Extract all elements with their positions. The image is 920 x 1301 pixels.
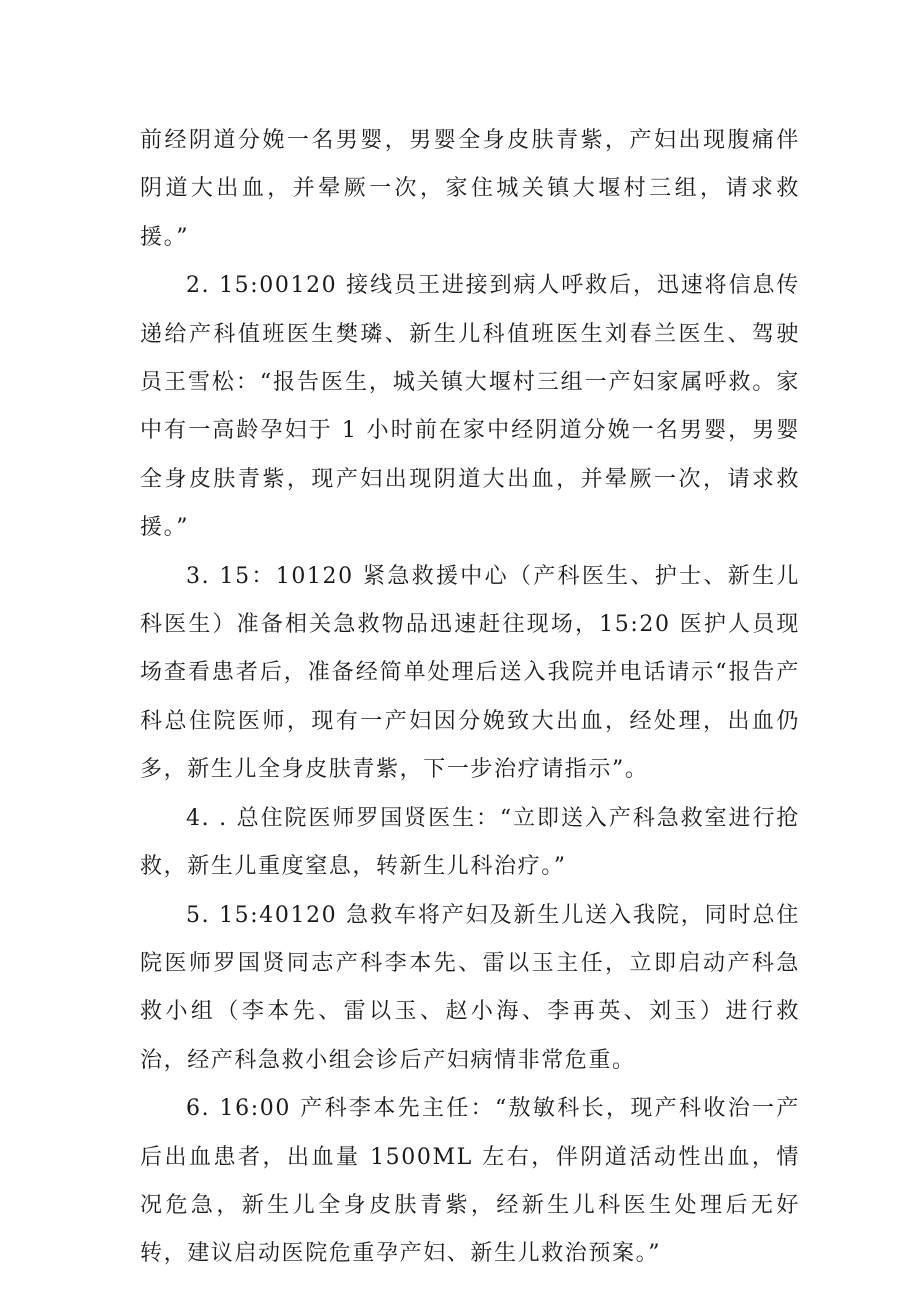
document-body	[140, 117, 800, 1279]
paragraph-item-2: 2. 15:00120 接线员王进接到病人呼救后，迅速将信息传递给产科值班医生樊璘、新生儿科值班医生刘春兰医生、驾驶员王雪松：“报告医生，城关镇大堰村三组一产妇家属呼救。家中有一高龄孕妇于 1 小时前在家中经阴道分娩一名男婴，男婴全身皮肤青紫，现产妇出现阴道大出血，并晕厥一次，请求救援。”	[140, 273, 800, 541]
paragraph-item-5: 5. 15:40120 急救车将产妇及新生儿送入我院，同时总住院医师罗国贤同志产科李本先、雷以玉主任，立即启动产科急救小组（李本先、雷以玉、赵小海、李再英、刘玉）进行救治，经产科急救小组会诊后产妇病情非常危重。	[140, 902, 800, 1073]
paragraph-item-4: 4. . 总住院医师罗国贤医生：“立即送入产科急救室进行抢救，新生儿重度窒息，转新生儿科治疗。”	[140, 805, 800, 880]
paragraph-continuation: 前经阴道分娩一名男婴，男婴全身皮肤青紫，产妇出现腹痛伴阴道大出血，并晕厥一次，家住城关镇大堰村三组，请求救援。”	[140, 128, 800, 250]
paragraph-item-6: 6. 16:00 产科李本先主任：“敖敏科长，现产科收治一产后出血患者，出血量 1500ML 左右，伴阴道活动性出血，情况危急，新生儿全身皮肤青紫，经新生儿科医生处理后无好转，建议启动医院危重孕产妇、新生儿救治预案。”	[140, 1096, 800, 1267]
paragraph-item-3: 3. 15：10120 紧急救援中心（产科医生、护士、新生儿科医生）准备相关急救物品迅速赶往现场，15:20 医护人员现场查看患者后，准备经简单处理后送入我院并电话请示“报告产科总住院医师，现有一产妇因分娩致大出血，经处理，出血仍多，新生儿全身皮肤青紫，下一步治疗请指示”。	[140, 563, 800, 783]
